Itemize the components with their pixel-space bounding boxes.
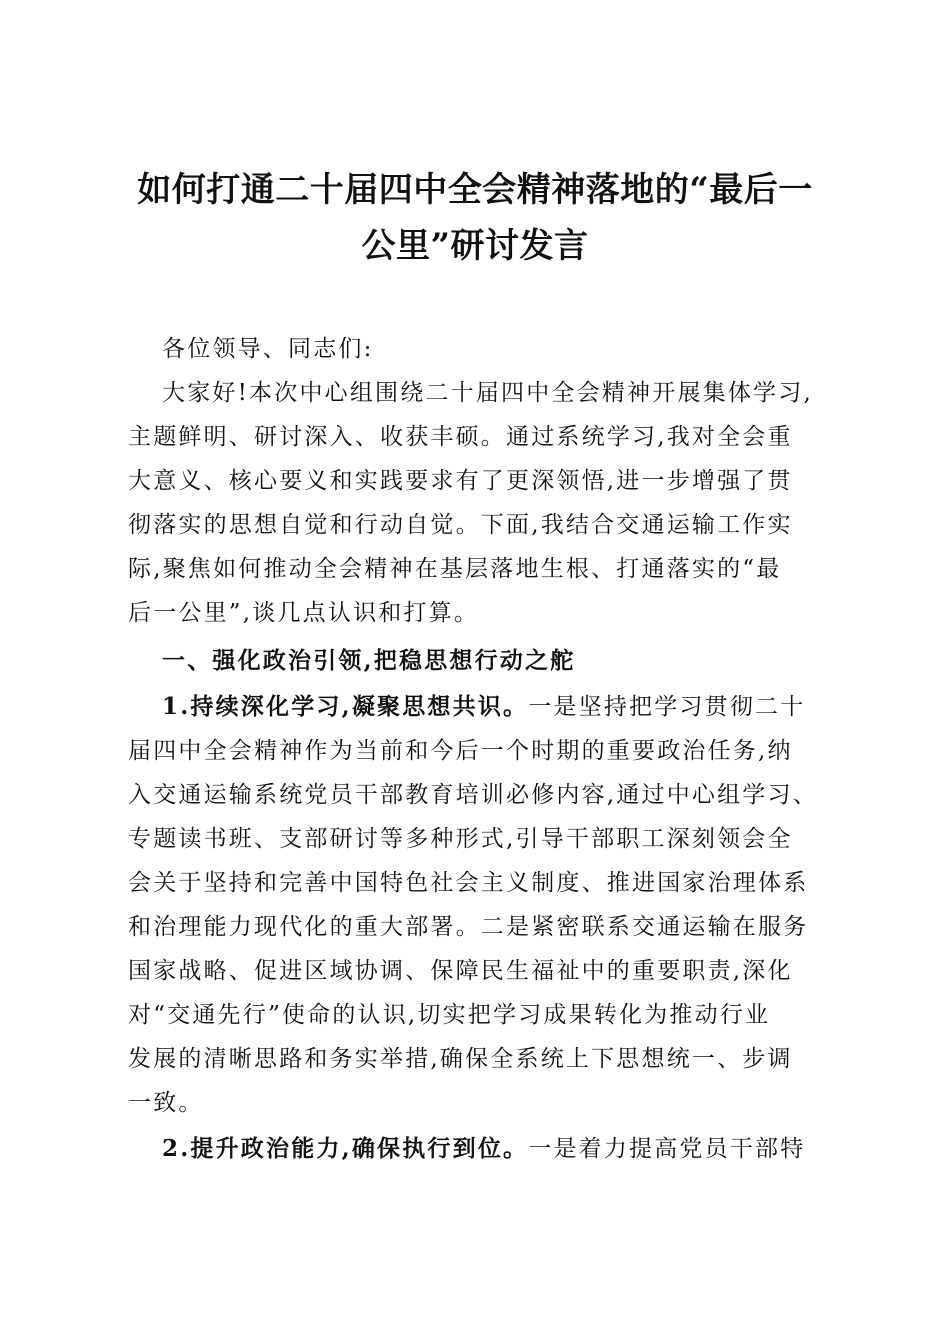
intro-line: 大家好!本次中心组围绕二十届四中全会精神开展集体学习,	[162, 380, 813, 406]
paragraph-line: 届四中全会精神作为当前和今后一个时期的重要政治任务,纳	[128, 738, 793, 764]
document-body	[128, 330, 838, 1162]
intro-line: 后一公里”,谈几点认识和打算。	[128, 600, 480, 626]
paragraph-line: 对“交通先行”使命的认识,切实把学习成果转化为推动行业	[128, 1002, 771, 1028]
salutation: 各位领导、同志们:	[162, 336, 374, 362]
paragraph-line: 专题读书班、支部研讨等多种形式,引导干部职工深刻领会全	[128, 826, 793, 852]
paragraph-first-line	[162, 688, 805, 721]
title-line-2: 公里”研讨发言	[361, 226, 589, 266]
paragraph-line: 发展的清晰思路和务实举措,确保全系统上下思想统一、步调	[128, 1046, 793, 1072]
intro-line: 大意义、核心要义和实践要求有了更深领悟,进一步增强了贯	[128, 468, 793, 494]
paragraph-line: 会关于坚持和完善中国特色社会主义制度、推进国家治理体系	[128, 870, 809, 896]
paragraph-first-line	[162, 1130, 805, 1163]
paragraph-line: 入交通运输系统党员干部教育培训必修内容,通过中心组学习、	[128, 782, 818, 808]
intro-line: 际,聚焦如何推动全会精神在基层落地生根、打通落实的“最	[128, 556, 782, 582]
paragraph-text: 一是坚持把学习贯彻二十	[528, 694, 806, 720]
paragraph-heading: 1.持续深化学习,凝聚思想共识。	[162, 693, 529, 720]
paragraph-text: 一是着力提高党员干部特	[528, 1136, 806, 1162]
paragraph-heading: 2.提升政治能力,确保执行到位。	[162, 1135, 529, 1162]
intro-line: 主题鲜明、研讨深入、收获丰硕。通过系统学习,我对全会重	[128, 424, 793, 450]
title-line-1: 如何打通二十届四中全会精神落地的“最后一	[137, 170, 813, 210]
intro-line: 彻落实的思想自觉和行动自觉。下面,我结合交通运输工作实	[128, 512, 793, 538]
paragraph-line: 一致。	[128, 1090, 204, 1116]
section-heading: 一、强化政治引领,把稳思想行动之舵	[162, 647, 576, 674]
document-title	[100, 162, 850, 274]
paragraph-line: 国家战略、促进区域协调、保障民生福祉中的重要职责,深化	[128, 958, 793, 984]
paragraph-line: 和治理能力现代化的重大部署。二是紧密联系交通运输在服务	[128, 914, 809, 940]
